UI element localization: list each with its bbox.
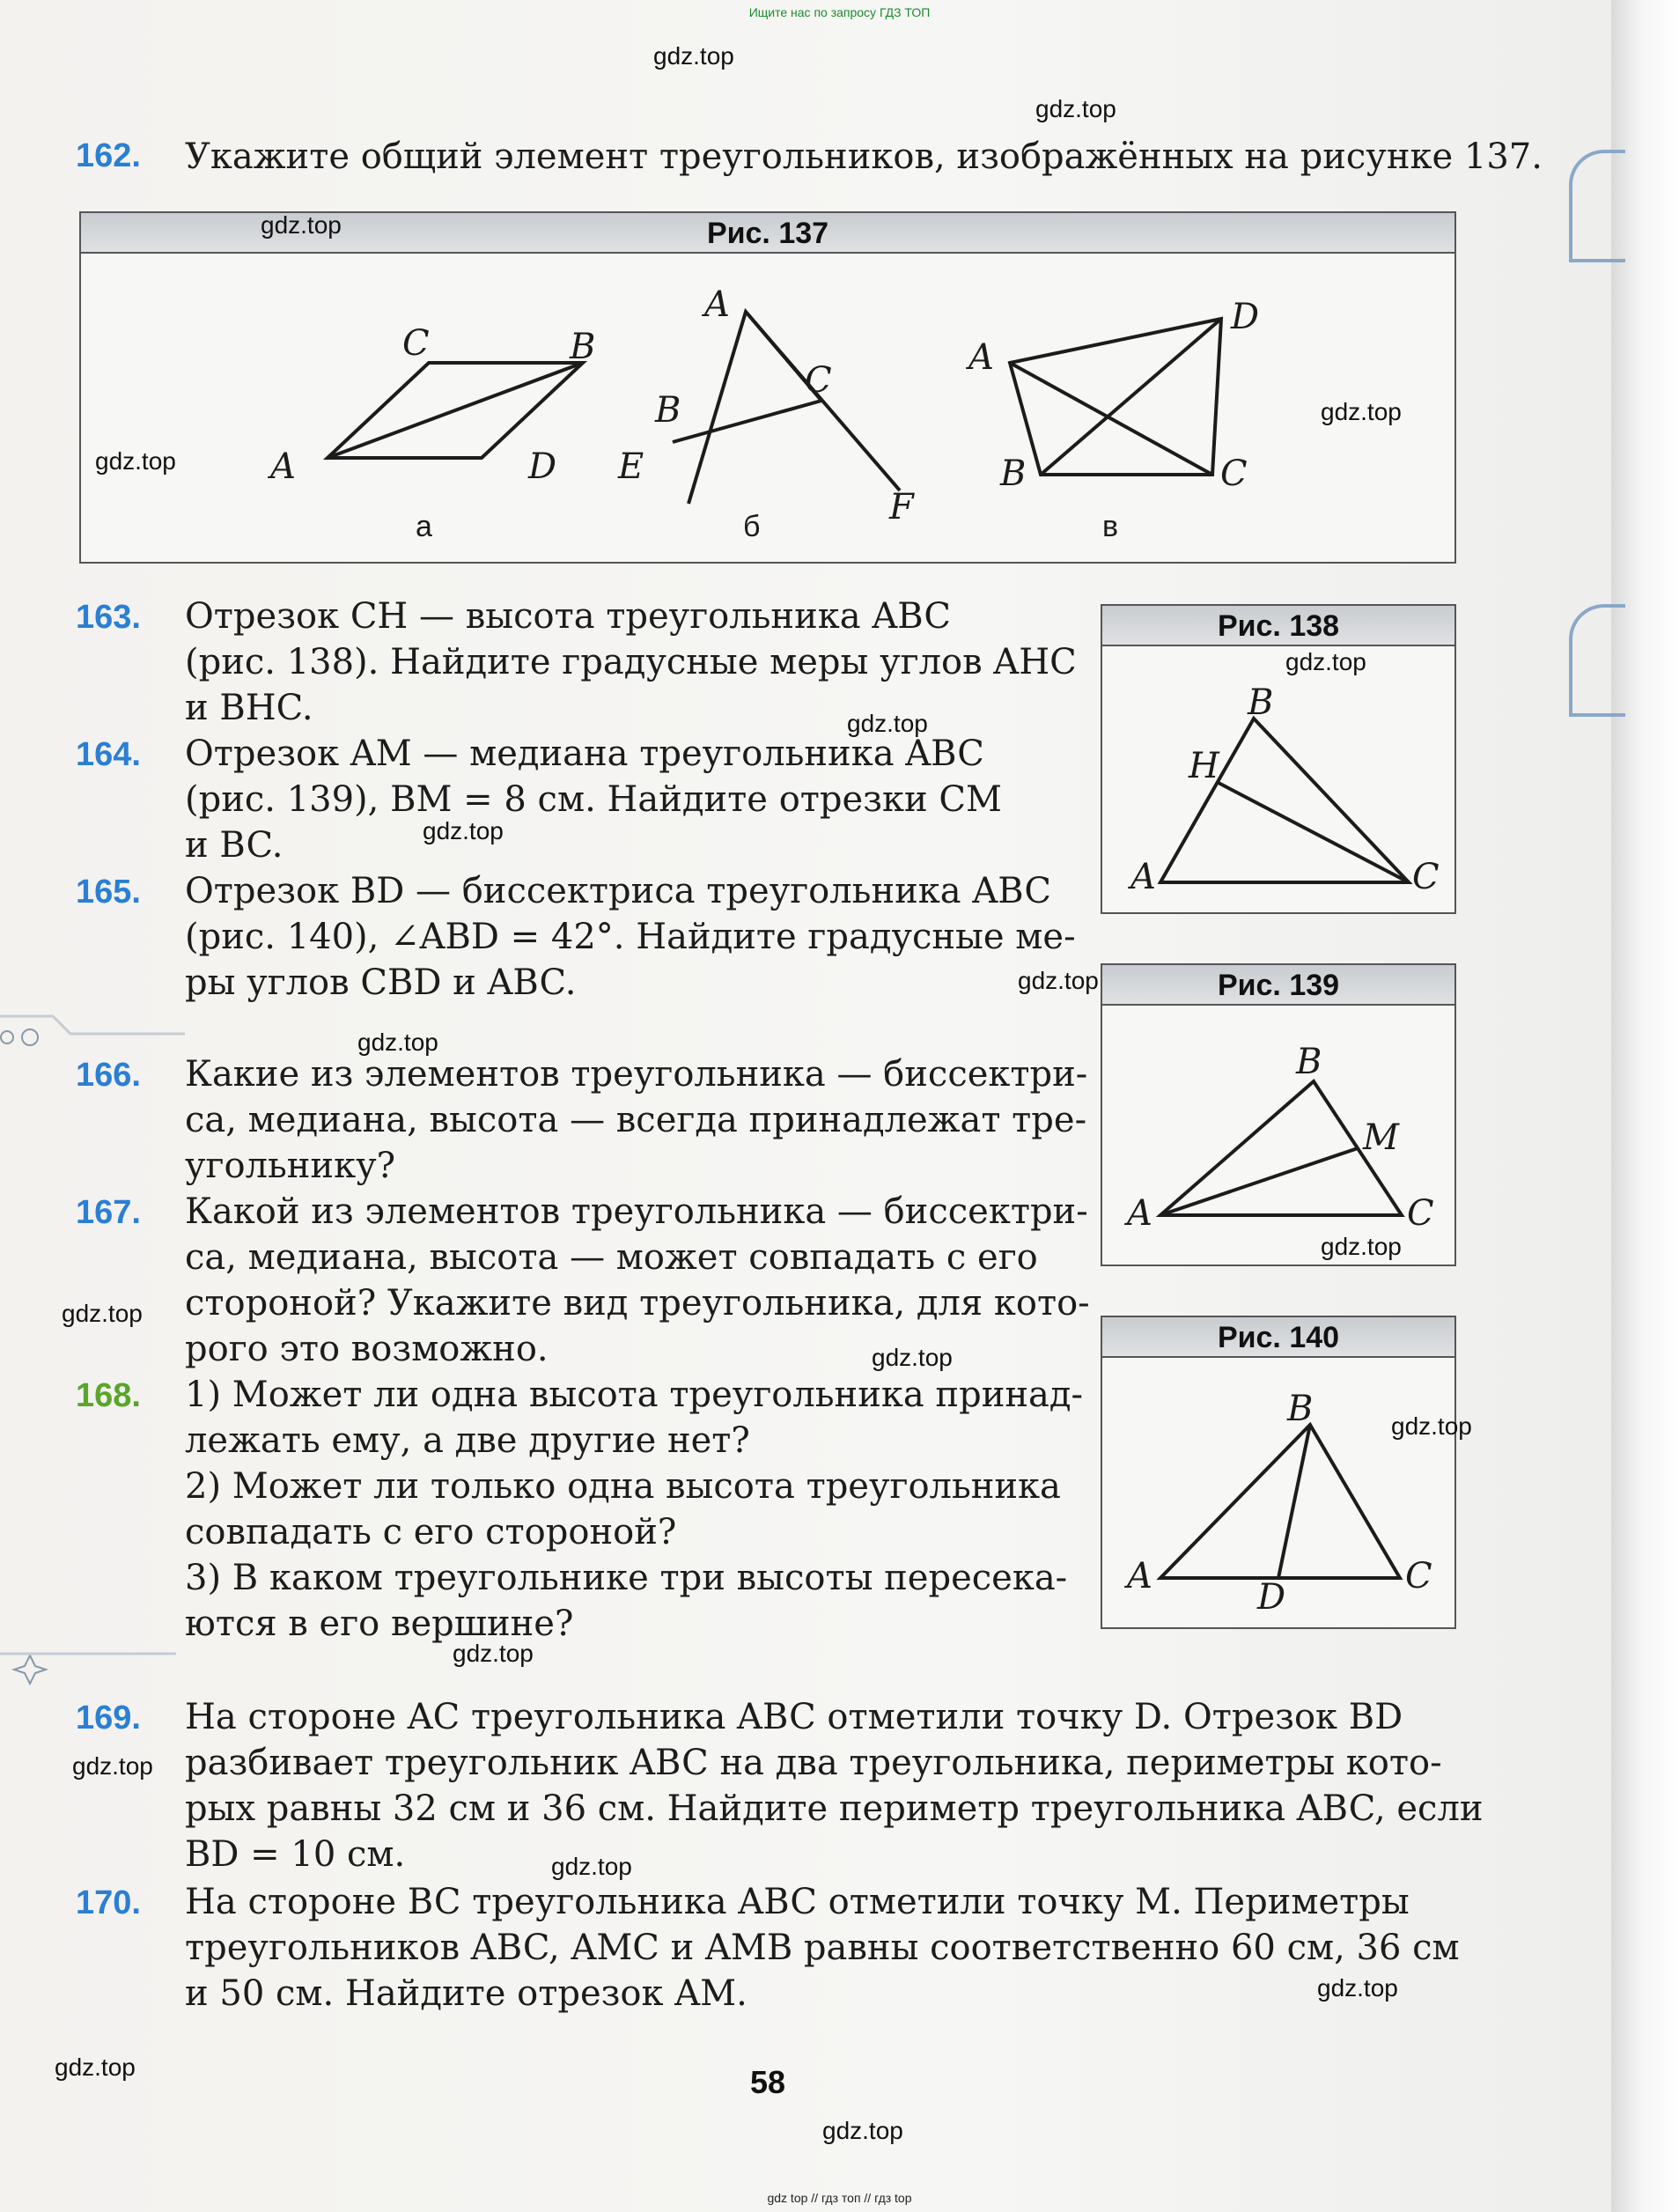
- watermark: gdz.top: [1285, 648, 1366, 675]
- problem-text-170: На стороне BC треугольника ABC отметили точку M. Периметры треугольников ABC, AMC и AMB равны соответственно 60 см, 36 см и 50 см. Найдите отрезок AM.: [185, 1882, 1460, 2014]
- fig137c-label-A: A: [968, 337, 994, 378]
- watermark: gdz.top: [847, 710, 928, 737]
- watermark: gdz.top: [1321, 398, 1402, 425]
- watermark: gdz.top: [72, 1752, 153, 1780]
- fig137a-label-B: B: [570, 327, 596, 367]
- figure-140: [1101, 1316, 1456, 1629]
- fig137c-label-B: B: [1000, 453, 1027, 494]
- figure-139-title: Рис. 139: [1217, 969, 1340, 1002]
- watermark: gdz.top: [453, 1640, 534, 1667]
- watermark: gdz.top: [1391, 1412, 1472, 1440]
- watermark: gdz.top: [1018, 967, 1099, 994]
- watermark: gdz.top: [872, 1344, 953, 1371]
- watermark: gdz.top: [653, 42, 734, 70]
- problem-number-164: 164.: [76, 736, 141, 773]
- page-edge: [1611, 0, 1679, 2212]
- watermark: gdz.top: [261, 211, 342, 239]
- watermark: gdz.top: [1321, 1233, 1402, 1260]
- watermark: gdz.top: [62, 1300, 143, 1327]
- watermark: gdz.top: [551, 1853, 632, 1880]
- figure-138: [1101, 604, 1456, 914]
- figure-138-title: Рис. 138: [1217, 609, 1340, 643]
- fig137a-label-C: C: [402, 323, 430, 364]
- problem-number-170: 170.: [76, 1884, 141, 1921]
- fig138-label-B: B: [1248, 682, 1274, 723]
- watermark: gdz.top: [1035, 95, 1116, 122]
- fig137-caption-c: в: [1102, 510, 1119, 543]
- watermark: gdz.top: [822, 2117, 903, 2144]
- problem-text-165: Отрезок BD — биссектриса треугольника ABC (рис. 140), ∠ABD = 42°. Найдите градусные ме- ры углов CBD и ABC.: [185, 871, 1076, 1003]
- figure-140-title: Рис. 140: [1217, 1321, 1340, 1354]
- fig138-label-C: C: [1412, 857, 1440, 897]
- fig138-label-H: H: [1189, 746, 1219, 786]
- problem-text-163: Отрезок CH — высота треугольника ABC (рис. 138). Найдите градусные меры углов AHC и BHC.: [185, 596, 1077, 728]
- footer-note: gdz top // гдз топ // гдз top: [767, 2191, 912, 2205]
- fig137b-label-B: B: [655, 390, 681, 431]
- figure-139: [1101, 963, 1456, 1266]
- problem-number-163: 163.: [76, 599, 141, 636]
- watermark: gdz.top: [55, 2053, 136, 2081]
- fig137b-label-E: E: [618, 446, 644, 487]
- fig137b-label-F: F: [889, 487, 914, 527]
- fig137b-label-C: C: [805, 360, 832, 401]
- figure-137-title: Рис. 137: [706, 217, 829, 250]
- fig140-label-A: A: [1127, 1556, 1152, 1596]
- problem-number-167: 167.: [76, 1194, 141, 1231]
- problem-number-169: 169.: [76, 1700, 141, 1736]
- fig140-label-B: B: [1287, 1389, 1314, 1429]
- fig138-label-A: A: [1130, 857, 1156, 897]
- fig139-label-M: M: [1363, 1117, 1399, 1158]
- fig139-label-A: A: [1127, 1193, 1152, 1234]
- header-note: Ищите нас по запросу ГДЗ ТОП: [748, 5, 931, 19]
- problem-number-166: 166.: [76, 1057, 141, 1094]
- problem-number-162: 162.: [76, 137, 141, 174]
- problem-text-167: Какой из элементов треугольника — биссектри- са, медиана, высота — может совпадать с его стороной? Укажите вид треугольника, для кото- рого это возможно.: [185, 1191, 1090, 1369]
- problem-text-166: Какие из элементов треугольника — биссектри- са, медиана, высота — всегда принадлежат тре- угольнику?: [185, 1054, 1088, 1186]
- fig139-label-C: C: [1407, 1193, 1434, 1234]
- watermark: gdz.top: [357, 1029, 438, 1056]
- problem-text-168: 1) Может ли одна высота треугольника принад- лежать ему, а две другие нет? 2) Может ли только одна высота треугольника совпадать с его стороной? 3) В каком треугольнике три высоты пересека- ются в его вершине?: [185, 1375, 1083, 1644]
- fig140-label-C: C: [1405, 1556, 1432, 1596]
- page-number: 58: [750, 2064, 786, 2100]
- figure-139-drawing: [1102, 965, 1454, 1265]
- fig137b-label-A: A: [704, 284, 730, 325]
- fig140-label-D: D: [1257, 1577, 1286, 1618]
- problem-text-162: Укажите общий элемент треугольников, изображённых на рисунке 137.: [185, 136, 1543, 177]
- watermark: gdz.top: [95, 447, 176, 475]
- problem-number-165: 165.: [76, 874, 141, 911]
- edge-tab: [1569, 150, 1625, 262]
- left-margin-ornament-2: [0, 1643, 194, 1696]
- problem-text-169: На стороне AC треугольника ABC отметили точку D. Отрезок BD разбивает треугольник ABC на два треугольника, периметры кото- рых равны 32 см и 36 см. Найдите периметр треугольника ABC, если BD = 10 см.: [185, 1697, 1484, 1875]
- fig139-label-B: B: [1296, 1042, 1322, 1082]
- fig137a-label-A: A: [270, 446, 296, 487]
- figure-137: [79, 211, 1456, 564]
- problem-text-164: Отрезок AM — медиана треугольника ABC (рис. 139), BM = 8 см. Найдите отрезки CM и BC.: [185, 734, 1002, 866]
- left-margin-ornament: [0, 1004, 194, 1057]
- fig137-caption-b: б: [743, 510, 761, 543]
- fig137-caption-a: а: [416, 510, 432, 543]
- watermark: gdz.top: [423, 817, 504, 844]
- fig137c-label-D: D: [1231, 297, 1260, 337]
- watermark: gdz.top: [1317, 1974, 1398, 2002]
- problem-number-168: 168.: [76, 1377, 141, 1414]
- fig137a-label-D: D: [528, 446, 557, 487]
- fig137c-label-C: C: [1220, 453, 1248, 494]
- figure-137-drawing: [81, 213, 1454, 562]
- edge-tab: [1569, 604, 1625, 717]
